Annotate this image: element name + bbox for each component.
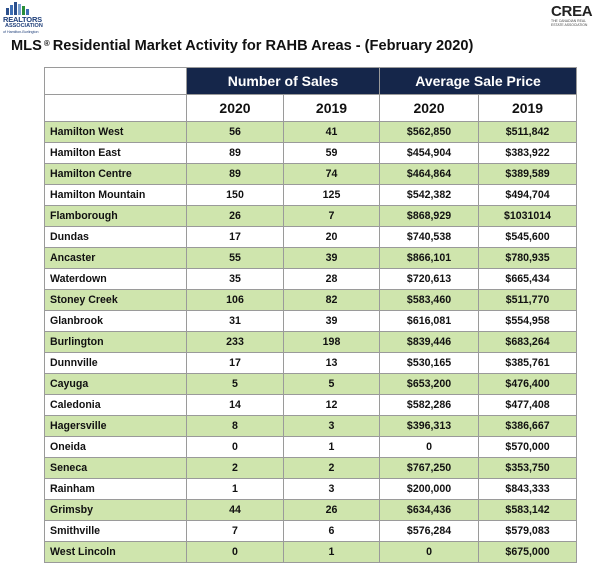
price-2019-cell: $476,400: [479, 374, 577, 395]
table-row: [45, 416, 577, 437]
title-prefix: MLS: [11, 38, 42, 54]
sales-2020-cell: 89: [187, 143, 284, 164]
price-2020-cell: $576,284: [380, 521, 479, 542]
table-row: [45, 311, 577, 332]
area-cell: Smithville: [45, 521, 187, 542]
year-header-blank: [45, 95, 187, 122]
price-2020-cell: $200,000: [380, 479, 479, 500]
price-2019-cell: $511,770: [479, 290, 577, 311]
price-2020-cell: $653,200: [380, 374, 479, 395]
price-2020-cell: $542,382: [380, 185, 479, 206]
area-cell: Hamilton East: [45, 143, 187, 164]
area-cell: Glanbrook: [45, 311, 187, 332]
table-row: [45, 290, 577, 311]
price-2020-cell: $582,286: [380, 395, 479, 416]
crea-logo: [551, 4, 597, 32]
price-2019-cell: $386,667: [479, 416, 577, 437]
price-2019-cell: $385,761: [479, 353, 577, 374]
sales-2019-cell: 3: [284, 416, 380, 437]
price-2020-cell: 0: [380, 542, 479, 563]
table-row: [45, 374, 577, 395]
sales-2020-cell: 0: [187, 437, 284, 458]
crea-logo-line-2: ESTATE ASSOCIATION: [551, 23, 588, 27]
table-row: [45, 164, 577, 185]
price-2020-cell: $583,460: [380, 290, 479, 311]
sales-2019-cell: 13: [284, 353, 380, 374]
price-2019-cell: $583,142: [479, 500, 577, 521]
area-cell: Cayuga: [45, 374, 187, 395]
sales-2019-cell: 3: [284, 479, 380, 500]
area-cell: Stoney Creek: [45, 290, 187, 311]
table-row: [45, 332, 577, 353]
crea-logo-line-1: THE CANADIAN REAL: [551, 19, 587, 23]
title-text: Residential Market Activity for RAHB Areas - (February 2020): [52, 38, 474, 54]
price-2019-cell: $675,000: [479, 542, 577, 563]
sales-2019-cell: 198: [284, 332, 380, 353]
sales-2020-cell: 55: [187, 248, 284, 269]
sales-2020-cell: 14: [187, 395, 284, 416]
price-2019-cell: $383,922: [479, 143, 577, 164]
page-title: [11, 38, 473, 54]
price-2019-cell: $545,600: [479, 227, 577, 248]
area-cell: Hamilton West: [45, 122, 187, 143]
sales-2019-cell: 28: [284, 269, 380, 290]
price-2020-cell: $616,081: [380, 311, 479, 332]
sales-2020-cell: 1: [187, 479, 284, 500]
table-body: [45, 122, 577, 563]
sales-2020-cell: 17: [187, 353, 284, 374]
sales-2020-cell: 233: [187, 332, 284, 353]
sales-2020-cell: 8: [187, 416, 284, 437]
table-row: [45, 353, 577, 374]
price-2019-cell: $353,750: [479, 458, 577, 479]
sales-2020-cell: 44: [187, 500, 284, 521]
price-2019-cell: $554,958: [479, 311, 577, 332]
table-row: [45, 479, 577, 500]
price-2020-cell: $562,850: [380, 122, 479, 143]
sales-2019-cell: 39: [284, 248, 380, 269]
sales-2020-cell: 106: [187, 290, 284, 311]
area-cell: West Lincoln: [45, 542, 187, 563]
group-header-price: Average Sale Price: [380, 68, 577, 95]
area-cell: Hagersville: [45, 416, 187, 437]
table-row: [45, 185, 577, 206]
sales-2019-cell: 6: [284, 521, 380, 542]
logo-line-2: ASSOCIATION: [5, 23, 43, 29]
sales-2020-cell: 56: [187, 122, 284, 143]
realtors-logo-bars-icon: [6, 2, 30, 15]
sales-2019-cell: 26: [284, 500, 380, 521]
price-2020-cell: $720,613: [380, 269, 479, 290]
area-cell: Burlington: [45, 332, 187, 353]
corner-cell: [45, 68, 187, 95]
table-row: [45, 248, 577, 269]
group-header-sales: Number of Sales: [187, 68, 380, 95]
sales-2020-cell: 0: [187, 542, 284, 563]
title-registered-mark: ®: [43, 39, 50, 48]
table-row: [45, 521, 577, 542]
price-2019-cell: $1031014: [479, 206, 577, 227]
year-header-sales-2019: 2019: [284, 95, 380, 122]
area-cell: Dunnville: [45, 353, 187, 374]
price-2019-cell: $477,408: [479, 395, 577, 416]
sales-2019-cell: 1: [284, 437, 380, 458]
table-row: [45, 143, 577, 164]
price-2019-cell: $389,589: [479, 164, 577, 185]
sales-2020-cell: 26: [187, 206, 284, 227]
table-row: [45, 437, 577, 458]
year-header-price-2020: 2020: [380, 95, 479, 122]
table-row: [45, 206, 577, 227]
area-cell: Caledonia: [45, 395, 187, 416]
price-2019-cell: $843,333: [479, 479, 577, 500]
price-2020-cell: $634,436: [380, 500, 479, 521]
sales-2019-cell: 39: [284, 311, 380, 332]
price-2019-cell: $683,264: [479, 332, 577, 353]
price-2020-cell: $866,101: [380, 248, 479, 269]
price-2020-cell: $839,446: [380, 332, 479, 353]
table-row: [45, 458, 577, 479]
sales-2020-cell: 89: [187, 164, 284, 185]
crea-logo-name: CREA: [551, 3, 593, 20]
sales-2019-cell: 82: [284, 290, 380, 311]
logo-line-3: of Hamilton-Burlington: [3, 30, 39, 34]
table-row: [45, 542, 577, 563]
price-2019-cell: $570,000: [479, 437, 577, 458]
table-row: [45, 395, 577, 416]
price-2019-cell: $511,842: [479, 122, 577, 143]
price-2020-cell: $868,929: [380, 206, 479, 227]
area-cell: Hamilton Centre: [45, 164, 187, 185]
price-2019-cell: $780,935: [479, 248, 577, 269]
sales-2020-cell: 2: [187, 458, 284, 479]
sales-2019-cell: 20: [284, 227, 380, 248]
price-2020-cell: $530,165: [380, 353, 479, 374]
price-2019-cell: $665,434: [479, 269, 577, 290]
realtors-association-logo: [3, 2, 49, 36]
sales-2019-cell: 5: [284, 374, 380, 395]
table-row: [45, 227, 577, 248]
sales-2019-cell: 7: [284, 206, 380, 227]
table-row: [45, 122, 577, 143]
sales-2020-cell: 35: [187, 269, 284, 290]
sales-2019-cell: 1: [284, 542, 380, 563]
price-2020-cell: 0: [380, 437, 479, 458]
year-header-sales-2020: 2020: [187, 95, 284, 122]
price-2020-cell: $454,904: [380, 143, 479, 164]
sales-2020-cell: 7: [187, 521, 284, 542]
sales-2020-cell: 31: [187, 311, 284, 332]
area-cell: Flamborough: [45, 206, 187, 227]
price-2020-cell: $396,313: [380, 416, 479, 437]
area-cell: Seneca: [45, 458, 187, 479]
area-cell: Grimsby: [45, 500, 187, 521]
area-cell: Hamilton Mountain: [45, 185, 187, 206]
logo-line-1: REALTORS: [3, 15, 42, 24]
price-2019-cell: $579,083: [479, 521, 577, 542]
sales-2019-cell: 2: [284, 458, 380, 479]
area-cell: Waterdown: [45, 269, 187, 290]
price-2020-cell: $767,250: [380, 458, 479, 479]
sales-2019-cell: 125: [284, 185, 380, 206]
sales-2020-cell: 5: [187, 374, 284, 395]
area-cell: Ancaster: [45, 248, 187, 269]
year-header-price-2019: 2019: [479, 95, 577, 122]
area-cell: Oneida: [45, 437, 187, 458]
table-row: [45, 269, 577, 290]
sales-2019-cell: 41: [284, 122, 380, 143]
sales-2019-cell: 59: [284, 143, 380, 164]
sales-2020-cell: 150: [187, 185, 284, 206]
sales-2019-cell: 74: [284, 164, 380, 185]
area-cell: Rainham: [45, 479, 187, 500]
sales-2020-cell: 17: [187, 227, 284, 248]
price-2020-cell: $740,538: [380, 227, 479, 248]
market-activity-table: [44, 67, 577, 563]
sales-2019-cell: 12: [284, 395, 380, 416]
area-cell: Dundas: [45, 227, 187, 248]
price-2019-cell: $494,704: [479, 185, 577, 206]
price-2020-cell: $464,864: [380, 164, 479, 185]
table-row: [45, 500, 577, 521]
